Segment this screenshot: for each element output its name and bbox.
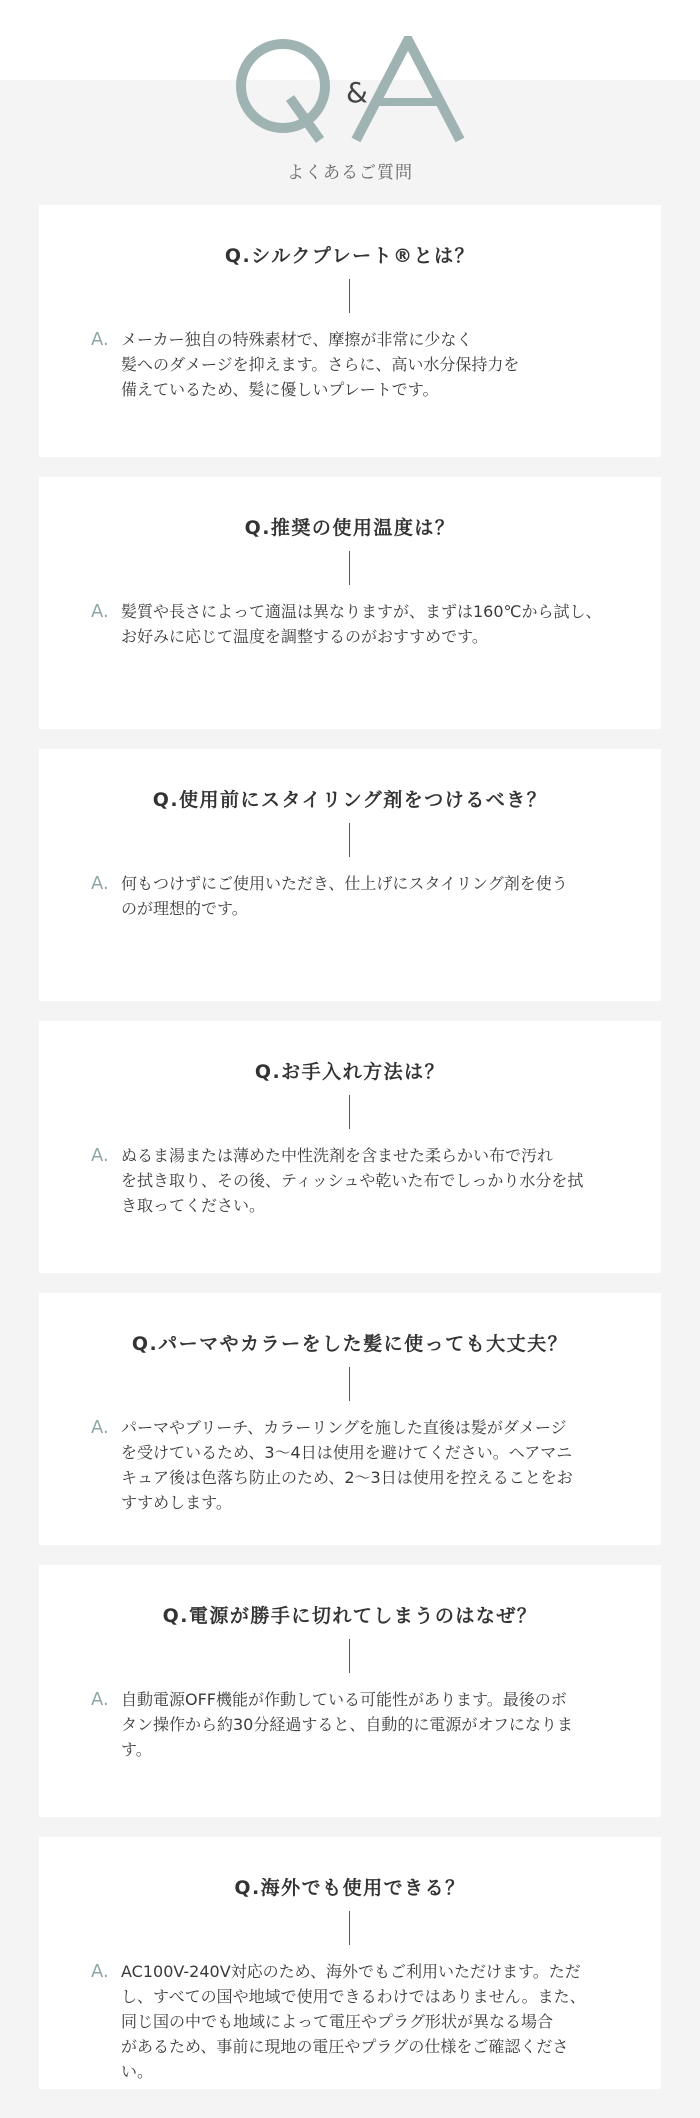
page-subtitle: よくあるご質問 <box>287 163 413 183</box>
answer-mark: A. <box>91 329 109 350</box>
divider-line <box>349 823 350 857</box>
divider-line <box>349 1095 350 1129</box>
faq-card <box>39 205 661 457</box>
divider-line <box>349 279 350 313</box>
qa-logo <box>228 36 488 146</box>
faq-question: Q.シルクプレート®とは？ <box>224 245 476 267</box>
faq-answer: 髪質や長さによって適温は異なりますが、まずは160℃から試し、 お好みに応じて温度を調整するのがおすすめです。 <box>121 602 602 646</box>
faq-card <box>39 1293 661 1545</box>
answer-mark: A. <box>91 601 109 622</box>
faq-card <box>39 1565 661 1817</box>
divider-line <box>349 1367 350 1401</box>
faq-card <box>39 477 661 729</box>
answer-mark: A. <box>91 873 109 894</box>
faq-answer: パーマやブリーチ、カラーリングを施した直後は髪がダメージ を受けているため、3〜4日は使用を避けてください。ヘアマニ キュア後は色落ち防止のため、2〜3日は使用を控えることをお すすめします。 <box>121 1418 573 1512</box>
faq-question: Q.お手入れ方法は？ <box>254 1061 446 1083</box>
divider-line <box>349 551 350 585</box>
faq-card <box>39 749 661 1001</box>
faq-answer: メーカー独自の特殊素材で、摩擦が非常に少なく 髪へのダメージを抑えます。さらに、高い水分保持力を 備えているため、髪に優しいプレートです。 <box>121 330 520 399</box>
svg-text:&: & <box>346 76 368 109</box>
faq-question: Q.使用前にスタイリング剤をつけるべき？ <box>152 789 548 811</box>
divider-line <box>349 1911 350 1945</box>
faq-question: Q.推奨の使用温度は？ <box>244 517 456 539</box>
answer-mark: A. <box>91 1417 109 1438</box>
answer-mark: A. <box>91 1689 109 1710</box>
answer-mark: A. <box>91 1961 109 1982</box>
faq-answer: AC100V-240V対応のため、海外でもご利用いただけます。ただ し、すべての国や地域で使用できるわけではありません。また、 同じ国の中でも地域によって電圧やプラグ形状が異なる場合 があるため、事前に現地の電圧やプラグの仕様をご確認くださ い。 <box>121 1962 586 2081</box>
faq-question: Q.電源が勝手に切れてしまうのはなぜ？ <box>162 1605 538 1627</box>
faq-answer: ぬるま湯または薄めた中性洗剤を含ませた柔らかい布で汚れ を拭き取り、その後、ティッシュや乾いた布でしっかり水分を拭 き取ってください。 <box>121 1146 584 1215</box>
faq-card <box>39 1021 661 1273</box>
answer-mark: A. <box>91 1145 109 1166</box>
faq-question: Q.パーマやカラーをした髪に使っても大丈夫？ <box>131 1333 569 1355</box>
faq-card <box>39 1837 661 2089</box>
faq-answer: 何もつけずにご使用いただき、仕上げにスタイリング剤を使う のが理想的です。 <box>121 874 568 918</box>
faq-question: Q.海外でも使用できる？ <box>234 1877 466 1899</box>
faq-answer: 自動電源OFF機能が作動している可能性があります。最後のボ タン操作から約30分経過すると、自動的に電源がオフになりま す。 <box>121 1690 573 1759</box>
qa-header <box>0 36 700 186</box>
divider-line <box>349 1639 350 1673</box>
